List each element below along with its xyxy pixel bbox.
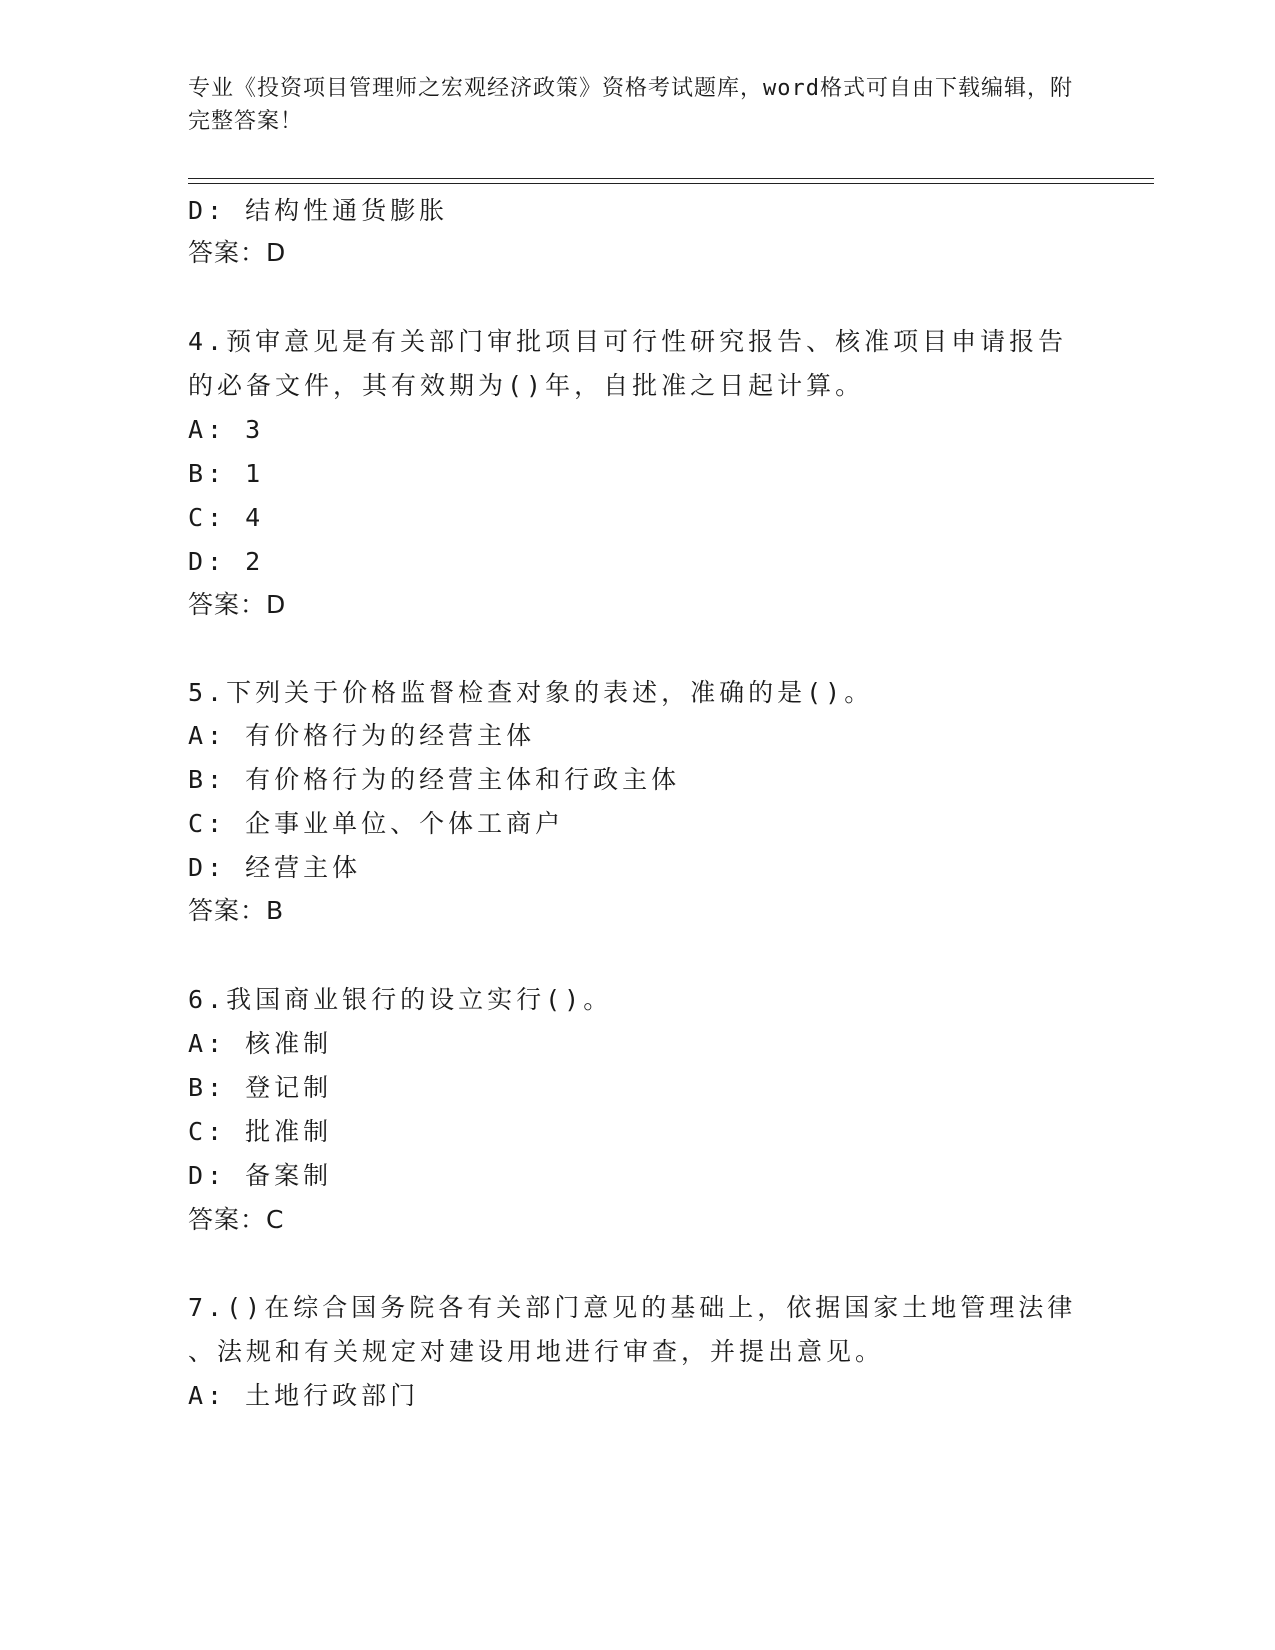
header-divider-top — [188, 178, 1154, 179]
option-d-q3: D: 结构性通货膨胀 — [188, 196, 449, 225]
option-c-q6: C: 批准制 — [188, 1117, 333, 1146]
answer-q6: 答案：C — [188, 1205, 285, 1234]
option-d-q6: D: 备案制 — [188, 1161, 333, 1190]
option-d-q5: D: 经营主体 — [188, 853, 362, 882]
option-a-q5: A: 有价格行为的经营主体 — [188, 721, 536, 750]
question-5: 5.下列关于价格监督检查对象的表述，准确的是()。 — [188, 678, 874, 707]
answer-q5: 答案：B — [188, 896, 285, 925]
option-d-q4: D: 2 — [188, 547, 265, 576]
option-a-q4: A: 3 — [188, 415, 265, 444]
question-7-line1: 7.()在综合国务院各有关部门意见的基础上，依据国家土地管理法律 — [188, 1293, 1077, 1322]
option-b-q4: B: 1 — [188, 459, 265, 488]
option-a-q6: A: 核准制 — [188, 1029, 333, 1058]
question-7-line2: 、法规和有关规定对建设用地进行审查，并提出意见。 — [188, 1337, 885, 1366]
document-header: 专业《投资项目管理师之宏观经济政策》资格考试题库，word格式可自由下载编辑，附完整答案！ — [188, 76, 1073, 134]
answer-q4: 答案：D — [188, 590, 287, 619]
option-b-q6: B: 登记制 — [188, 1073, 333, 1102]
option-a-q7: A: 土地行政部门 — [188, 1381, 420, 1410]
answer-q3: 答案：D — [188, 238, 287, 267]
option-b-q5: B: 有价格行为的经营主体和行政主体 — [188, 765, 681, 794]
question-4-line2: 的必备文件，其有效期为()年，自批准之日起计算。 — [188, 371, 865, 400]
option-c-q4: C: 4 — [188, 503, 265, 532]
question-6: 6.我国商业银行的设立实行()。 — [188, 985, 613, 1014]
header-divider-bottom — [188, 183, 1154, 184]
question-4-line1: 4.预审意见是有关部门审批项目可行性研究报告、核准项目申请报告 — [188, 327, 1068, 356]
option-c-q5: C: 企事业单位、个体工商户 — [188, 809, 565, 838]
